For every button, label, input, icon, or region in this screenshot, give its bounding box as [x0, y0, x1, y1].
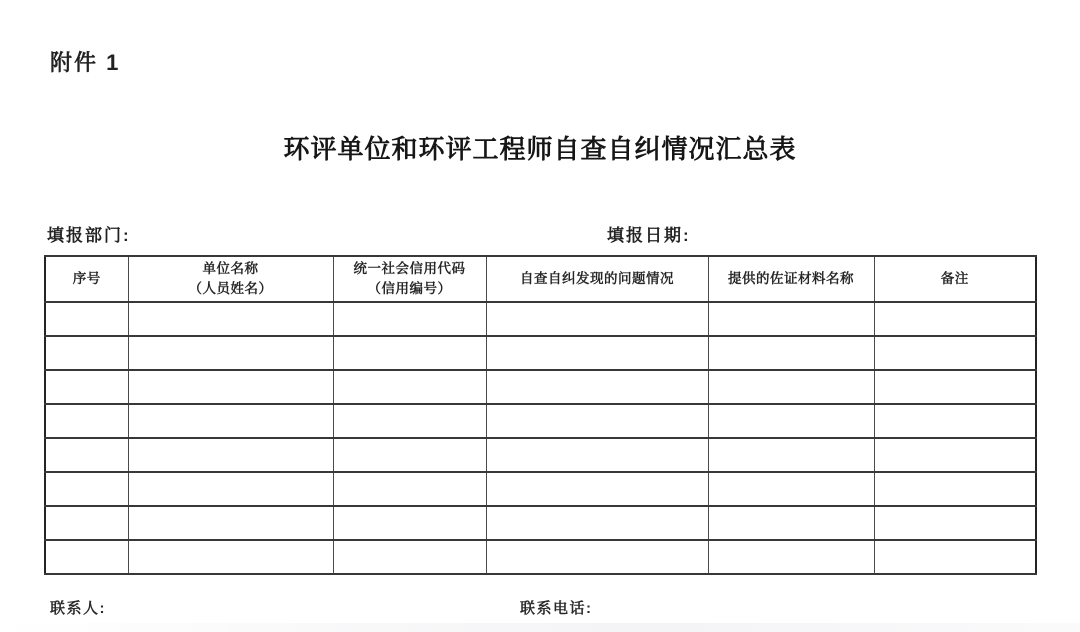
- empty-cell-problems-found: [486, 506, 708, 540]
- contact-phone-label: 联系电话:: [520, 600, 593, 617]
- empty-cell-unit-name: [128, 404, 333, 438]
- table-row: [45, 302, 1036, 336]
- page-bottom-shadow: [0, 623, 1080, 632]
- empty-cell-problems-found: [486, 404, 708, 438]
- empty-cell-serial-number: [45, 302, 128, 336]
- column-header-evidence-materials-line1: 提供的佐证材料名称: [728, 271, 854, 287]
- empty-cell-serial-number: [45, 506, 128, 540]
- empty-cell-evidence-materials: [708, 438, 874, 472]
- column-header-credit-code: [333, 256, 486, 302]
- column-header-unit-name-line2: （人员姓名）: [188, 281, 273, 296]
- table-row: [45, 370, 1036, 404]
- table-row: [45, 540, 1036, 574]
- empty-cell-unit-name: [128, 370, 333, 404]
- empty-cell-credit-code: [333, 336, 486, 370]
- empty-cell-credit-code: [333, 302, 486, 336]
- empty-cell-evidence-materials: [708, 506, 874, 540]
- empty-cell-unit-name: [128, 540, 333, 574]
- empty-cell-problems-found: [486, 370, 708, 404]
- empty-cell-serial-number: [45, 472, 128, 506]
- empty-cell-serial-number: [45, 370, 128, 404]
- report-department-label: 填报部门:: [47, 226, 131, 245]
- summary-table: [44, 255, 1037, 575]
- empty-cell-evidence-materials: [708, 336, 874, 370]
- empty-cell-remarks: [874, 302, 1036, 336]
- table-row: [45, 506, 1036, 540]
- empty-cell-remarks: [874, 404, 1036, 438]
- empty-cell-evidence-materials: [708, 472, 874, 506]
- column-header-credit-code-line1: 统一社会信用代码: [353, 261, 466, 277]
- table-row: [45, 438, 1036, 472]
- empty-cell-evidence-materials: [708, 302, 874, 336]
- column-header-unit-name: [128, 256, 333, 302]
- table-row: [45, 472, 1036, 506]
- empty-cell-remarks: [874, 472, 1036, 506]
- empty-cell-serial-number: [45, 404, 128, 438]
- empty-cell-remarks: [874, 506, 1036, 540]
- empty-cell-problems-found: [486, 472, 708, 506]
- empty-cell-unit-name: [128, 438, 333, 472]
- column-header-problems-found-line1: 自查自纠发现的问题情况: [520, 271, 674, 287]
- table-header-row: [45, 256, 1036, 302]
- empty-cell-remarks: [874, 438, 1036, 472]
- column-header-evidence-materials: [708, 256, 874, 302]
- empty-cell-credit-code: [333, 370, 486, 404]
- column-header-problems-found: [486, 256, 708, 302]
- empty-cell-serial-number: [45, 438, 128, 472]
- empty-cell-problems-found: [486, 540, 708, 574]
- column-header-remarks: [874, 256, 1036, 302]
- empty-cell-unit-name: [128, 336, 333, 370]
- empty-cell-evidence-materials: [708, 370, 874, 404]
- page-title: 环评单位和环评工程师自查自纠情况汇总表: [283, 135, 797, 164]
- empty-cell-remarks: [874, 370, 1036, 404]
- empty-cell-unit-name: [128, 302, 333, 336]
- table-row: [45, 336, 1036, 370]
- table-row: [45, 404, 1036, 438]
- contact-person-label: 联系人:: [50, 600, 106, 617]
- column-header-serial-number: [45, 256, 128, 302]
- empty-cell-credit-code: [333, 540, 486, 574]
- empty-cell-problems-found: [486, 438, 708, 472]
- column-header-unit-name-line1: 单位名称: [202, 261, 259, 277]
- empty-cell-serial-number: [45, 540, 128, 574]
- empty-cell-problems-found: [486, 302, 708, 336]
- attachment-label: 附件 1: [50, 50, 121, 75]
- empty-cell-unit-name: [128, 506, 333, 540]
- column-header-serial-number-line1: 序号: [72, 271, 101, 287]
- report-date-label: 填报日期:: [607, 226, 691, 245]
- empty-cell-problems-found: [486, 336, 708, 370]
- column-header-remarks-line1: 备注: [940, 271, 969, 287]
- empty-cell-evidence-materials: [708, 404, 874, 438]
- empty-cell-remarks: [874, 540, 1036, 574]
- column-header-credit-code-line2: （信用编号）: [367, 281, 452, 296]
- empty-cell-credit-code: [333, 438, 486, 472]
- empty-cell-remarks: [874, 336, 1036, 370]
- empty-cell-credit-code: [333, 404, 486, 438]
- empty-cell-credit-code: [333, 506, 486, 540]
- empty-cell-serial-number: [45, 336, 128, 370]
- empty-cell-unit-name: [128, 472, 333, 506]
- empty-cell-credit-code: [333, 472, 486, 506]
- empty-cell-evidence-materials: [708, 540, 874, 574]
